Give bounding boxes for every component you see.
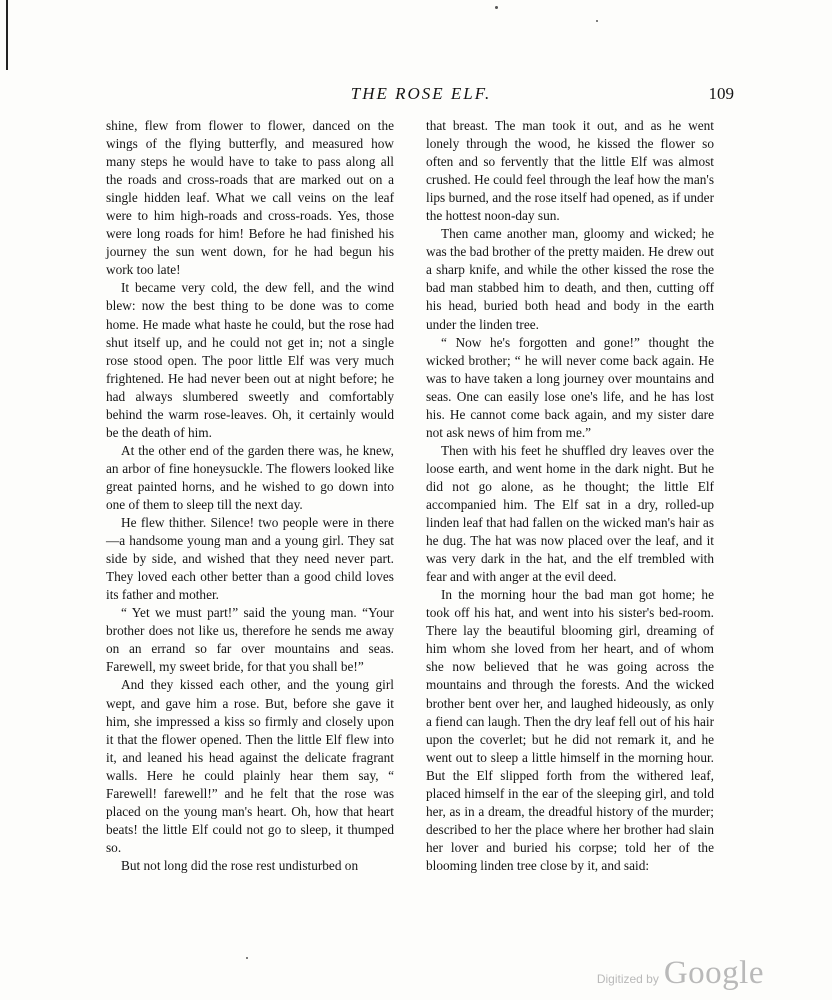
left-text-column <box>106 117 394 875</box>
paragraph: But not long did the rose rest undisturbed on <box>121 857 359 873</box>
paragraph: “ Yet we must part!” said the young man. “Your brother does not like us, therefore he sends me away on an errand so far over mountains and seas. Farewell, my sweet bride, for that you shall be!” <box>106 605 394 675</box>
paragraph: He flew thither. Silence! two people were in there—a handsome young man and a young girl. They sat side by side, and wished that they need never part. They loved each other better than a good child loves its father and mother. <box>106 515 394 603</box>
paragraph: In the morning hour the bad man got home; he took off his hat, and went into his sister's bed-room. There lay the beautiful blooming girl, dreaming of him whom she loved from her heart, and of whom she now believed that he was going across the mountains and through the forests. And the wicked brother bent over her, and laughed hideously, as only a fiend can laugh. Then the dry leaf fell out of his hair upon the coverlet; but he did not remark it, and he went out to sleep a little himself in the morning hour. But the Elf slipped forth from the withered leaf, placed himself in the ear of the sleeping girl, and told her, as in a dream, the dreadful history of the murder; described to her the place where her brother had slain her lover and buried his corpse; told her of the blooming linden tree close by it, and said: <box>426 587 714 873</box>
watermark-prefix: Digitized by <box>596 972 659 986</box>
running-title: THE ROSE ELF. <box>350 84 492 103</box>
ink-speck <box>596 20 598 22</box>
right-text-column <box>426 117 714 875</box>
paragraph: Then came another man, gloomy and wicked; he was the bad brother of the pretty maiden. He drew out a sharp knife, and while the other kissed the rose the bad man stabbed him to death, and then, cutting off his head, buried both head and body in the earth under the linden tree. <box>426 226 714 332</box>
ink-speck <box>246 957 248 959</box>
paragraph: shine, flew from flower to flower, danced on the wings of the flying butterfly, and measured how many steps he would have to take to pass along all the roads and cross-roads that are marked out on a single hidden leaf. What we call veins on the leaf were to him high-roads and cross-roads. Yes, those were long roads for him! Before he had finished his journey the sun went down, for he had begun his work too late! <box>106 118 394 278</box>
paragraph: It became very cold, the dew fell, and the wind blew: now the best thing to be done was to come home. He made what haste he could, but the rose had shut itself up, and he could not get in; not a single rose stood open. The poor little Elf was very much frightened. He had never been out at night before; he had always slumbered sweetly and comfortably behind the warm rose-leaves. Oh, it certainly would be the death of him. <box>106 280 394 440</box>
digitization-watermark <box>597 955 764 992</box>
ink-speck <box>495 6 498 9</box>
page-edge-mark <box>6 0 8 70</box>
paragraph: that breast. The man took it out, and as he went lonely through the wood, he kissed the flower so often and so fervently that the little Elf was almost crushed. He could feel through the leaf how the man's lips burned, and the rose itself had opened, as if under the hottest noon-day sun. <box>426 118 714 224</box>
paragraph: Then with his feet he shuffled dry leaves over the loose earth, and went home in the dark night. But he did not go alone, as he thought; the little Elf accompanied him. The Elf sat in a dry, rolled-up linden leaf that had fallen on the wicked man's hair as he dug. The hat was now placed over the leaf, and it was very dark in the hat, and the elf trembled with fear and with anger at the evil deed. <box>426 442 714 585</box>
page-number: 109 <box>708 84 734 103</box>
paragraph: At the other end of the garden there was, he knew, an arbor of fine honeysuckle. The flowers looked like great painted horns, and he wished to go down into one of them to sleep till the next day. <box>106 442 394 512</box>
paragraph: “ Now he's forgotten and gone!” thought the wicked brother; “ he will never come back again. He was to have taken a long journey over mountains and seas. One can easily lose one's life, and he has lost his. He cannot come back again, and my sister dare not ask news of him from me.” <box>426 334 714 440</box>
paragraph: And they kissed each other, and the young girl wept, and gave him a rose. But, before she gave it him, she impressed a kiss so firmly and closely upon it that the flower opened. Then the little Elf flew into it, and leaned his head against the delicate fragrant walls. Here he could plainly hear them say, “ Farewell! farewell!” and he felt that the rose was placed on the young man's heart. Oh, how that heart beats! the little Elf could not go to sleep, it thumped so. <box>106 677 394 855</box>
google-logo: Google <box>663 955 764 991</box>
page-header <box>108 84 734 108</box>
